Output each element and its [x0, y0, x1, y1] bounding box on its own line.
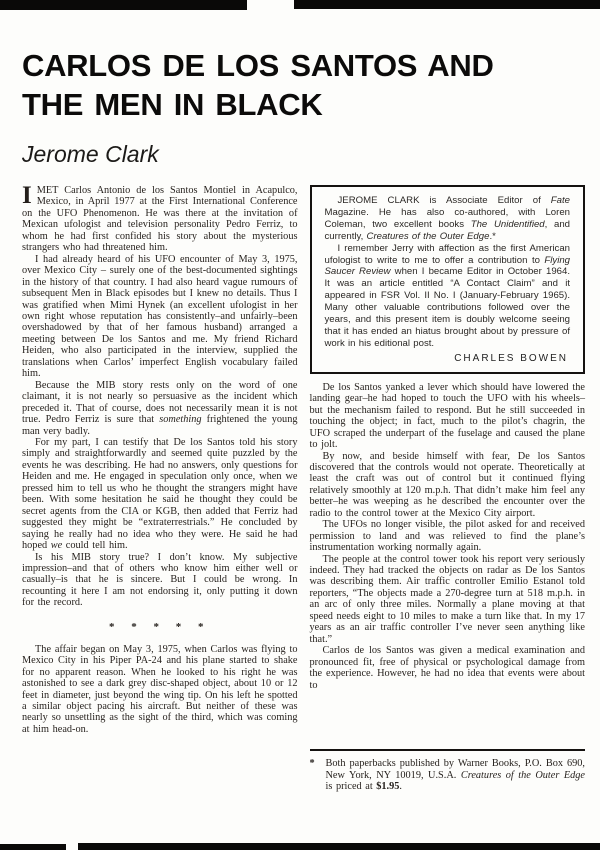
text-run: Both paperbacks published by Warner Books, P.O. Box 690, New York, NY 10019, U.S.A.	[325, 758, 585, 781]
footnote-text	[326, 758, 586, 793]
paragraph	[22, 254, 298, 380]
text-run: For my part, I can testify that De los Santos told his story simply and straightforwardly and seemed quite puzzled by the events he was describing. He had no answers, only questions for Heiden and me. He engaged in speculation only once, when we pressed him to tell us who he thought the strangers might have been. With some hesitation he said he thought they could be secret agents from the CIA or KGB, then added that Ferriz had suggested they might be “extraterrestrials.” He concluded by saying he really had no idea who they were. He said he had hoped	[22, 436, 298, 552]
text-run: could tell him.	[62, 540, 128, 552]
text-run: Creatures of the Outer Edge	[460, 769, 585, 781]
paragraph	[310, 645, 586, 691]
article-columns	[0, 182, 600, 845]
title-line-2: THE MEN IN BLACK	[22, 87, 323, 122]
text-run: we	[50, 540, 63, 552]
footnote	[310, 749, 586, 793]
text-run: something	[159, 414, 202, 426]
text-run: The affair began on May 3, 1975, when Carlos was flying to Mexico City in his Piper PA-24 and his plane started to shake for no apparent reason. When he looked to his right he was astonished to see a dark grey disc-shaped object, about 10 or 12 feet in diameter, just beyond the wing tip. On his left he spotted a similar object pacing his aircraft. But neither of these was nearly so unsettling as the sight of the third, which was coming at him head-on.	[22, 643, 298, 735]
title-line-1: CARLOS DE LOS SANTOS AND	[22, 48, 494, 83]
footnote-marker: *	[309, 758, 315, 769]
text-run: Flying Saucer Review	[324, 254, 570, 278]
paragraph	[22, 644, 298, 736]
text-run: .	[399, 781, 402, 793]
text-run: The Unidentified	[470, 218, 545, 230]
text-run: $1.95	[376, 781, 400, 793]
footnote-rule	[310, 749, 586, 751]
scan-edge-bar-bottom-left	[0, 844, 66, 850]
text-run: is priced at	[325, 781, 377, 793]
text-run: I remember Jerry with affection as the first American ufologist to write to me to offer a contribution to	[324, 242, 570, 266]
text-run: frightened the young man very badly.	[22, 414, 298, 437]
article-header	[0, 0, 600, 168]
paragraph	[310, 519, 586, 553]
paragraph	[325, 195, 571, 243]
paragraph	[310, 382, 586, 451]
text-run: The UFOs no longer visible, the pilot asked for and received permission to land and was relieved to find the plane’s instrumentation working normally again.	[309, 519, 585, 554]
text-run: MET Carlos Antonio de los Santos Montiel in Acapulco, Mexico, in April 1977 at the First International Conference on the UFO Phenomenon. He was there at the invitation of Mexican ufologist and television personality Pedro Ferriz, to whom he had first confided his story about the mysterious strangers who had threatened him.	[22, 185, 298, 254]
byline: Jerome Clark	[22, 141, 159, 167]
drop-cap: I	[22, 182, 32, 209]
section-separator: * * * * *	[109, 620, 211, 633]
text-run: when I became Editor in October 1964. It was an article entitled “A Contact Claim” and it appeared in FSR Vol. II No. I (January-February 1965). Many other valuable contributions followed over the years, and this present item is doubly welcome seeing that it has ended an hiatus brought about by pressure of work in his editional post.	[324, 266, 570, 349]
paragraph	[22, 552, 298, 609]
text-run: De los Santos yanked a lever which should have lowered the landing gear–he had hoped to touch the UFO with his wheels–but the mechanism failed to respond. But he still succeeded in touching the object; in fact, much to the pilot’s chagrin, the UFO scraped the underpart of the fuselage and caused the plane to jolt.	[309, 381, 585, 451]
paragraph	[310, 554, 586, 646]
text-run: .*	[489, 230, 496, 242]
text-run: By now, and beside himself with fear, De los Santos discovered that the controls would not operate. Theoretically at least the craft was out of control but it continued flying relatively smoothly at 120 m.p.h. That didn’t make him feel any better–he was weeping as he described the encounter over the radio to the control tower at the Mexico City airport.	[309, 450, 585, 519]
text-run: Fate	[550, 195, 570, 206]
right-column-text	[310, 382, 586, 691]
paragraph	[22, 182, 298, 254]
text-run: Is his MIB story true? I don’t know. My subjective impression–and that of others who know him either well or casually–is that he is sincere. But I could be wrong. In recounting it here I am not endorsing it, only putting it down for the record.	[22, 551, 298, 609]
editor-note-text	[325, 195, 571, 350]
left-column-text-upper	[22, 182, 298, 609]
article-title	[22, 46, 585, 124]
text-run: , and currently,	[324, 218, 571, 242]
text-run: I had already heard of his UFO encounter of May 3, 1975, over Mexico City – surely one of the best-documented sightings in the history of that country. I had also heard vague rumours of subsequent Men in Black episodes but I knew no details. Thus I was gratified when Mimi Hynek (an excellent ufologist in her own right whose reputation has consistently–and unfairly–been overshadowed by that of her famous husband) arranged a meeting between De los Santos and me. My friend Richard Heiden, who also participated in the interview, supplied the translations when Carlos’ imperfect English vocabulary failed him.	[22, 253, 298, 380]
text-run: The people at the control tower took his report very seriously indeed. They had tracked the objects on radar as De los Santos was describing them. Air traffic controller Emilio Estanol told reporters, “The objects made a 270-degree turn at 518 m.p.h. in an arc of only three miles. Normally a plane moving at that speed needs eight to 10 miles to make a turn like that. In my 17 years as an air traffic controller I’ve never seen anything like that.”	[309, 553, 585, 645]
scan-edge-bar-bottom-right	[78, 843, 600, 850]
scan-edge-bar-top-left	[0, 0, 247, 10]
text-run: Magazine. He has also co-authored, with Loren Coleman, two excellent books	[324, 206, 570, 230]
text-run: Creatures of the Outer Edge	[366, 230, 490, 242]
text-run: Carlos de los Santos was given a medical examination and pronounced fit, free of physical or psychological damage from the experience. However, he had no idea that events were about to	[309, 645, 585, 691]
left-column	[22, 182, 298, 845]
editor-signature: CHARLES BOWEN	[454, 352, 568, 364]
footnote-body	[310, 758, 586, 793]
paragraph	[22, 437, 298, 552]
text-run: JEROME CLARK is Associate Editor of	[337, 195, 551, 206]
paragraph	[325, 243, 571, 350]
right-column	[310, 185, 586, 845]
paragraph	[310, 451, 586, 520]
scan-edge-bar-top-right	[294, 0, 600, 9]
left-column-text-lower	[22, 644, 298, 736]
editor-note-box	[310, 185, 586, 374]
text-run: Because the MIB story rests only on the word of one claimant, it is not nearly so persuasive as the incident which preceded it. That of course, does not necessarily mean it is not true. Pedro Ferriz is sure that	[22, 379, 298, 426]
paragraph	[22, 380, 298, 437]
